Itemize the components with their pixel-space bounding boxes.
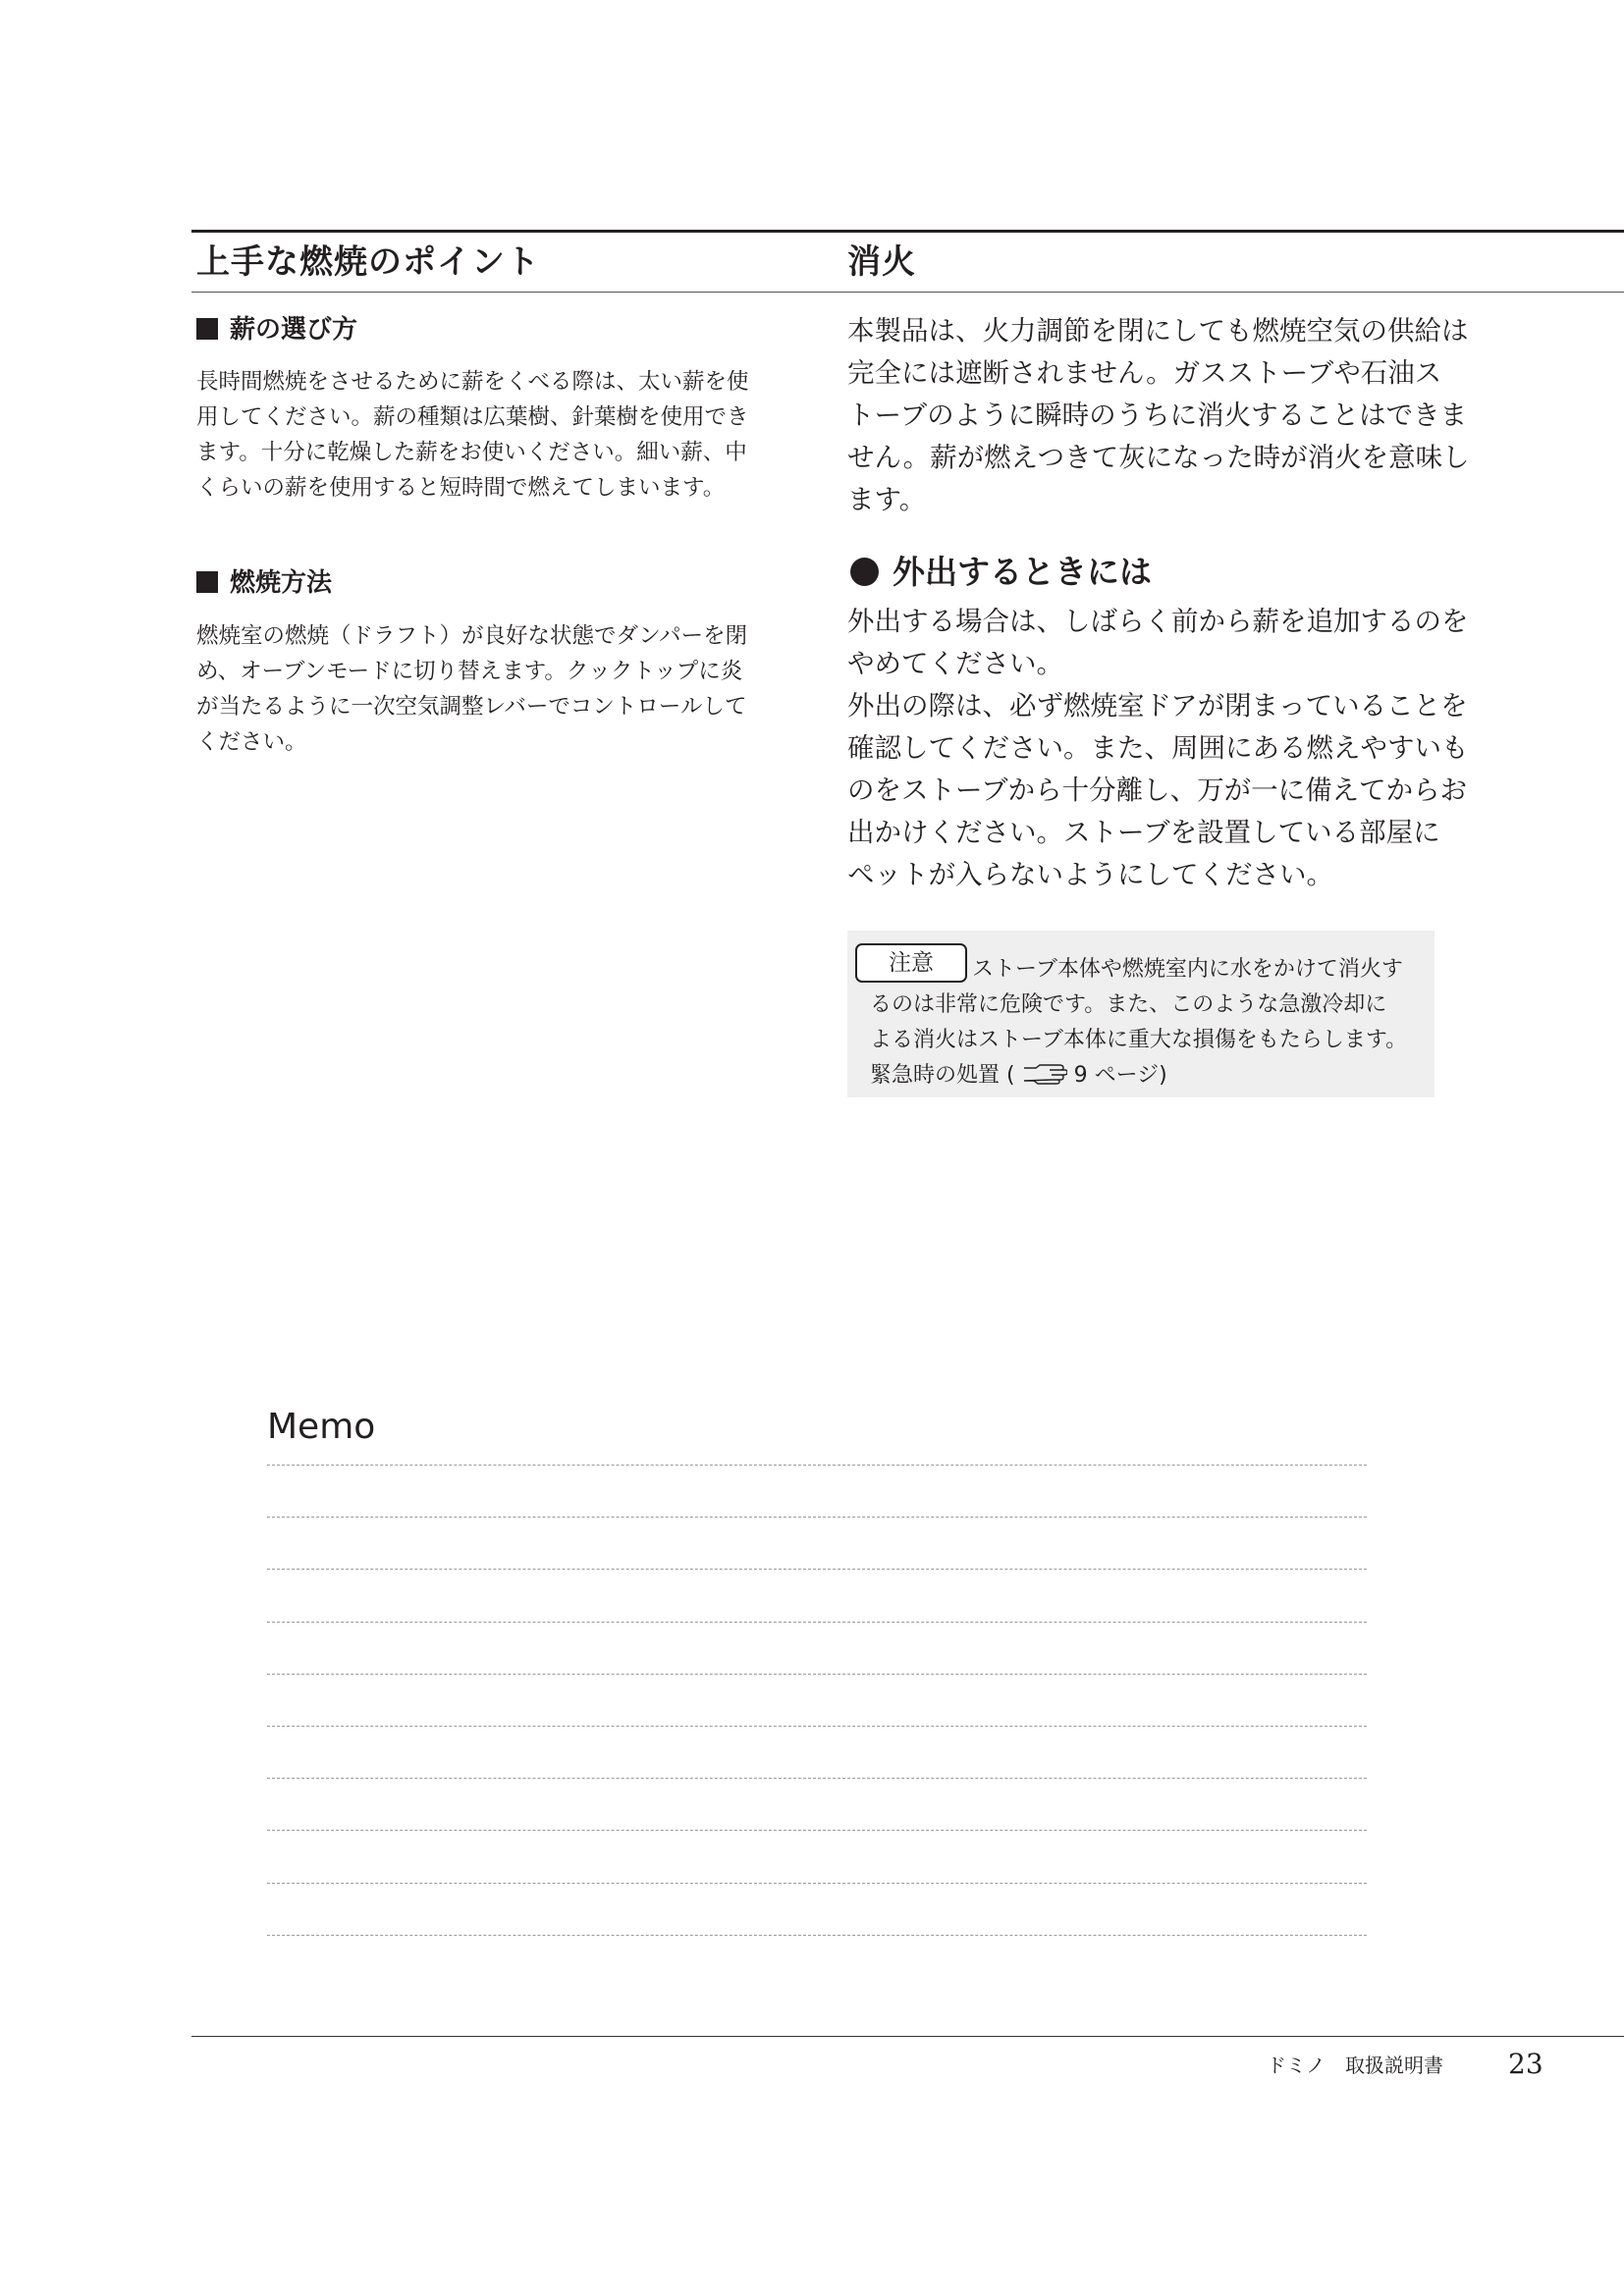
- header-bottom-rule: [191, 292, 1624, 293]
- paragraph-line: せん。薪が燃えつきて灰になった時が消火を意味し: [847, 442, 1470, 473]
- header-top-rule: [191, 230, 1624, 233]
- paragraph-line: ください。: [196, 729, 307, 755]
- caution-line: ストーブ本体や燃焼室内に水をかけて消火す: [972, 957, 1403, 982]
- memo-line: [267, 1883, 1367, 1884]
- caution-line: よる消火はストーブ本体に重大な損傷をもたらします。: [870, 1028, 1408, 1052]
- paragraph-line: め、オーブンモードに切り替えます。クックトップに炎: [196, 659, 743, 684]
- pointing-hand-icon: [1022, 1062, 1067, 1097]
- memo-title: Memo: [267, 1407, 376, 1447]
- paragraph-line: 外出する場合は、しばらく前から薪を追加するのを: [847, 606, 1469, 637]
- square-bullet-icon: [196, 318, 218, 340]
- subsection-title-going-out: 外出するときには: [850, 553, 1152, 592]
- paragraph-line: 本製品は、火力調節を閉にしても燃焼空気の供給は: [847, 315, 1469, 347]
- wood-selection-paragraph: [196, 364, 785, 506]
- footer-doc-title: ドミノ 取扱説明書: [1267, 2054, 1443, 2077]
- paragraph-line: 燃焼室の燃焼（ドラフト）が良好な状態でダンパーを閉: [196, 623, 748, 649]
- memo-line: [267, 1935, 1367, 1936]
- paragraph-line: ます。十分に乾燥した薪をお使いください。細い薪、中: [196, 440, 747, 465]
- caution-reference: 緊急時の処置 ( 9 ページ): [870, 1058, 1167, 1097]
- caution-line: るのは非常に危険です。また、このような急激冷却に: [870, 992, 1387, 1017]
- paragraph-line: のをストーブから十分離し、万が一に備えてからお: [847, 774, 1468, 806]
- paragraph-line: ます。: [847, 484, 927, 515]
- paragraph-line: 用してください。薪の種類は広葉樹、針葉樹を使用でき: [196, 404, 749, 430]
- right-heading: 消火: [847, 242, 916, 282]
- paragraph-line: 確認してください。また、周囲にある燃えやすいも: [847, 732, 1469, 764]
- page-number: 23: [1508, 2048, 1543, 2080]
- paragraph-line: くらいの薪を使用すると短時間で燃えてしまいます。: [196, 475, 726, 501]
- section-title-wood-selection: 薪の選び方: [196, 314, 357, 346]
- caution-badge: 注意: [855, 943, 967, 983]
- paragraph-line: 出かけください。ストーブを設置している部屋に: [847, 817, 1440, 848]
- footer-rule: [191, 2036, 1624, 2037]
- paragraph-line: 完全には遮断されません。ガスストーブや石油ス: [847, 357, 1442, 389]
- left-heading: 上手な燃焼のポイント: [196, 242, 540, 282]
- paragraph-line: が当たるように一次空気調整レバーでコントロールして: [196, 694, 747, 720]
- memo-line: [267, 1517, 1367, 1518]
- paragraph-line: 長時間燃焼をさせるために薪をくべる際は、太い薪を使: [196, 369, 749, 395]
- paragraph-line: トーブのように瞬時のうちに消火することはできま: [847, 400, 1468, 431]
- paragraph-line: 外出の際は、必ず燃焼室ドアが閉まっていることを: [847, 690, 1468, 721]
- paragraph-line: ペットが入らないようにしてください。: [847, 859, 1333, 890]
- memo-line: [267, 1778, 1367, 1779]
- memo-line: [267, 1622, 1367, 1623]
- circle-bullet-icon: [850, 558, 879, 586]
- going-out-paragraph: [847, 601, 1469, 896]
- combustion-method-paragraph: [196, 618, 785, 760]
- memo-line: [267, 1465, 1367, 1466]
- section-title-combustion-method: 燃焼方法: [196, 567, 332, 599]
- square-bullet-icon: [196, 571, 218, 593]
- memo-line: [267, 1569, 1367, 1570]
- extinguish-paragraph: [847, 310, 1470, 521]
- memo-line: [267, 1830, 1367, 1831]
- memo-line: [267, 1726, 1367, 1727]
- memo-line: [267, 1674, 1367, 1675]
- paragraph-line: やめてください。: [847, 648, 1063, 679]
